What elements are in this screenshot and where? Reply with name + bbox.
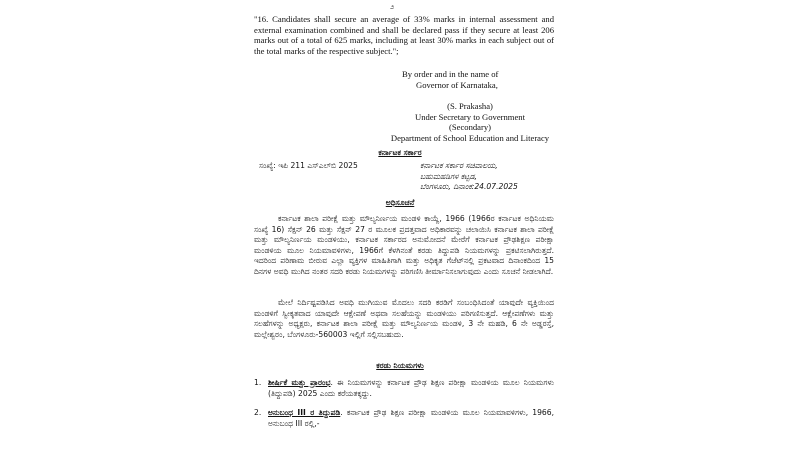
office-line-3: ಬೆಂಗಳೂರು, ದಿನಾಂಕ:24.07.2025 — [420, 182, 518, 191]
signature-block — [380, 101, 560, 143]
reference-number: ಸಂಖ್ಯೆ: ಇಪಿ 211 ಎಸ್ಎಲ್‌ಬಿ 2025 — [259, 161, 358, 170]
signatory-section: (Secondary) — [449, 122, 491, 133]
signatory-name: (S. Prakasha) — [447, 101, 493, 111]
rule-number: 1. — [254, 378, 262, 387]
rule-text: . ಕರ್ನಾಟಕ ಪ್ರೌಢ ಶಿಕ್ಷಣ ಪರೀಕ್ಷಾ ಮಂಡಳಿಯ ಮೂಲ ನಿಯಮಾವಳಿಗಳು, 1966, ಅನುಬಂಧ III ರಲ್ಲಿ,- — [268, 408, 554, 428]
notification-paragraph-2: ಮೇಲೆ ನಿರ್ದಿಷ್ಟಪಡಿಸಿದ ಅವಧಿ ಮುಗಿಯುವ ಮೊದಲು ಸದರಿ ಕರಡಿಗೆ ಸಂಬಂಧಿಸಿದಂತೆ ಯಾವುದೇ ವ್ಯಕ್ತಿಯಿಂದ ಮಂಡಳಿಗೆ ಸ್ವೀಕೃತವಾದ ಯಾವುದೇ ಆಕ್ಷೇಪಣೆ ಅಥವಾ ಸಲಹೆಯನ್ನು ಮಂಡಳಿಯು ಪರಿಗಣಿಸುತ್ತದೆ. ಆಕ್ಷೇಪಣೆಗಳು ಮತ್ತು ಸಲಹೆಗಳನ್ನು ಅಧ್ಯಕ್ಷರು, ಕರ್ನಾಟಕ ಶಾಲಾ ಪರೀಕ್ಷೆ ಮತ್ತು ಮೌಲ್ಯನಿರ್ಣಯ ಮಂಡಳಿ, 3 ನೇ ಮಹಡಿ, 6 ನೇ ಅಡ್ಡರಸ್ತೆ, ಮಲ್ಲೇಶ್ವರಂ, ಬೆಂಗಳೂರು-560003 ಇಲ್ಲಿಗೆ ಸಲ್ಲಿಸಬಹುದು. — [254, 298, 554, 339]
rule-title: ಅನುಬಂಧ III ರ ತಿದ್ದುಪಡಿ — [268, 408, 341, 417]
page-number: ೨ — [390, 2, 395, 11]
office-line-2: ಬಹುಮಹಡಿಗಳ ಕಟ್ಟಡ, — [420, 171, 477, 181]
order-line — [398, 69, 558, 90]
office-line-1: ಕರ್ನಾಟಕ ಸರ್ಕಾರ ಸಚಿವಾಲಯ, — [420, 161, 498, 170]
notification-title: ಅಧಿಸೂಚನೆ — [385, 198, 415, 207]
draft-rules-title: ಕರಡು ನಿಯಮಗಳು — [376, 361, 424, 370]
office-address — [420, 161, 518, 193]
rule-text: . ಈ ನಿಯಮಗಳನ್ನು ಕರ್ನಾಟಕ ಪ್ರೌಢ ಶಿಕ್ಷಣ ಪರೀಕ್ಷಾ ಮಂಡಳಿಯ ಮೂಲ ನಿಯಮಗಳು (ತಿದ್ದುಪಡಿ) 2025 ಎಂದು ಕರೆಯತಕ್ಕದ್ದು. — [268, 378, 554, 398]
rule-16-paragraph: "16. Candidates shall secure an average of 33% marks in internal assessment and external examination combined and shall be declared pass if they secure at least 206 marks out of a total of 625 marks, including at least 30% marks in each subject out of the total marks of the respective subject."; — [254, 14, 554, 56]
notification-paragraph-1: ಕರ್ನಾಟಕ ಶಾಲಾ ಪರೀಕ್ಷೆ ಮತ್ತು ಮೌಲ್ಯನಿರ್ಣಯ ಮಂಡಳಿ ಕಾಯ್ದೆ, 1966 (1966ರ ಕರ್ನಾಟಕ ಅಧಿನಿಯಮ ಸಂಖ್ಯೆ 16) ಸೆಕ್ಷನ್ 26 ಮತ್ತು ಸೆಕ್ಷನ್ 27 ರ ಮೂಲಕ ಪ್ರದತ್ತವಾದ ಅಧಿಕಾರವನ್ನು ಚಲಾಯಿಸಿ ಕರ್ನಾಟಕ ಶಾಲಾ ಪರೀಕ್ಷೆ ಮತ್ತು ಮೌಲ್ಯನಿರ್ಣಯ ಮಂಡಳಿಯು, ಕರ್ನಾಟಕ ಸರ್ಕಾರದ ಅನುಮೋದನೆ ಮೇರೆಗೆ ಕರ್ನಾಟಕ ಪ್ರೌಢಶಿಕ್ಷಣ ಪರೀಕ್ಷಾ ಮಂಡಳಿಯ ಮೂಲ ನಿಯಮಾವಳಿಗಳು, 1966ಗೆ ಕೆಳಗಿನಂತೆ ಕರಡು ತಿದ್ದುಪಡಿ ನಿಯಮಗಳನ್ನು ಪ್ರಕಟಿಸಲಾಗಿರುತ್ತದೆ. ಇದರಿಂದ ಪರಿಣಾಮ ಬೀರುವ ಎಲ್ಲಾ ವ್ಯಕ್ತಿಗಳ ಮಾಹಿತಿಗಾಗಿ ಮತ್ತು ಅಧಿಕೃತ ಗೆಜೆಟ್‌ನಲ್ಲಿ ಪ್ರಕಟವಾದ ದಿನಾಂಕದಿಂದ 15 ದಿನಗಳ ಅವಧಿ ಮುಗಿದ ನಂತರ ಸದರಿ ಕರಡು ನಿಯಮಗಳನ್ನು ಪರಿಗಣಿಸಿ ತೀರ್ಮಾನಿಸಲಾಗುವುದು ಎಂದು ಸೂಚನೆ ನೀಡಲಾಗಿದೆ. — [254, 214, 554, 276]
signatory-department: Department of School Education and Literacy — [390, 132, 550, 143]
rule-body — [268, 408, 554, 429]
rule-body — [268, 378, 554, 399]
order-line-1: By order and in the name of — [402, 69, 499, 79]
government-heading: ಕರ್ನಾಟಕ ಸರ್ಕಾರ — [378, 148, 422, 157]
rule-title: ಶೀರ್ಷಿಕೆ ಮತ್ತು ಪ್ರಾರಂಭ — [268, 378, 331, 387]
rule-number: 2. — [254, 408, 262, 417]
signatory-designation: Under Secretary to Government — [414, 111, 525, 122]
order-line-2: Governor of Karnataka, — [416, 79, 498, 90]
